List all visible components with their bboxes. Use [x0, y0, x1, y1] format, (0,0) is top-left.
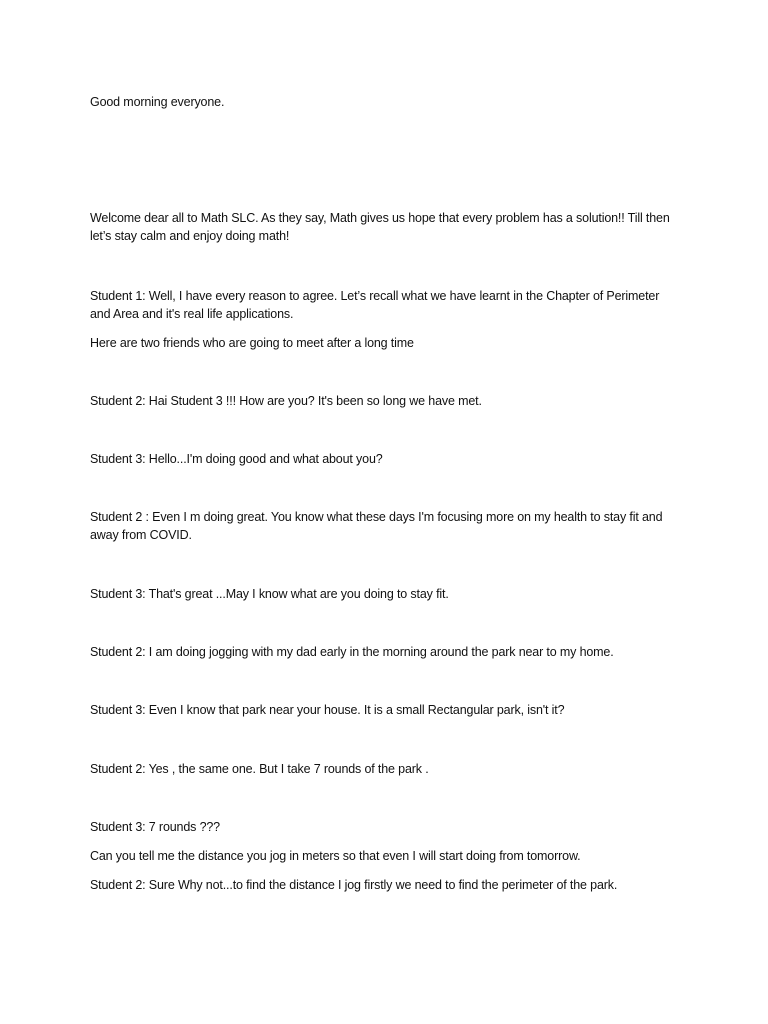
- dialogue-line-8: Student 3: 7 rounds ???: [90, 820, 220, 834]
- dialogue-line-6: Student 3: Even I know that park near your house. It is a small Rectangular park, isn't it?: [90, 703, 565, 717]
- dialogue-line-10: Student 2: Sure Why not...to find the distance I jog firstly we need to find the perimeter of the park.: [90, 878, 618, 892]
- dialogue-line-5: Student 2: I am doing jogging with my dad early in the morning around the park near to my home.: [90, 645, 614, 659]
- dialogue-line-9: Can you tell me the distance you jog in meters so that even I will start doing from tomorrow.: [90, 849, 581, 863]
- student1-intro: Student 1: Well, I have every reason to agree. Let’s recall what we have learnt in the Chapter of Perimeter and Area and it's real life applications.: [90, 289, 660, 321]
- dialogue-line-4: Student 3: That's great ...May I know what are you doing to stay fit.: [90, 587, 449, 601]
- welcome-paragraph: Welcome dear all to Math SLC. As they say, Math gives us hope that every problem has a solution!! Till then let’s stay calm and enjoy doing math!: [90, 211, 670, 243]
- dialogue-line-7: Student 2: Yes , the same one. But I take 7 rounds of the park .: [90, 762, 429, 776]
- dialogue-line-1: Student 2: Hai Student 3 !!! How are you? It's been so long we have met.: [90, 394, 482, 408]
- narration-text: Here are two friends who are going to meet after a long time: [90, 336, 414, 350]
- dialogue-line-3: Student 2 : Even I m doing great. You know what these days I'm focusing more on my health to stay fit and away from COVID.: [90, 510, 663, 542]
- dialogue-line-2: Student 3: Hello...I'm doing good and what about you?: [90, 452, 383, 466]
- greeting-text: Good morning everyone.: [90, 95, 225, 109]
